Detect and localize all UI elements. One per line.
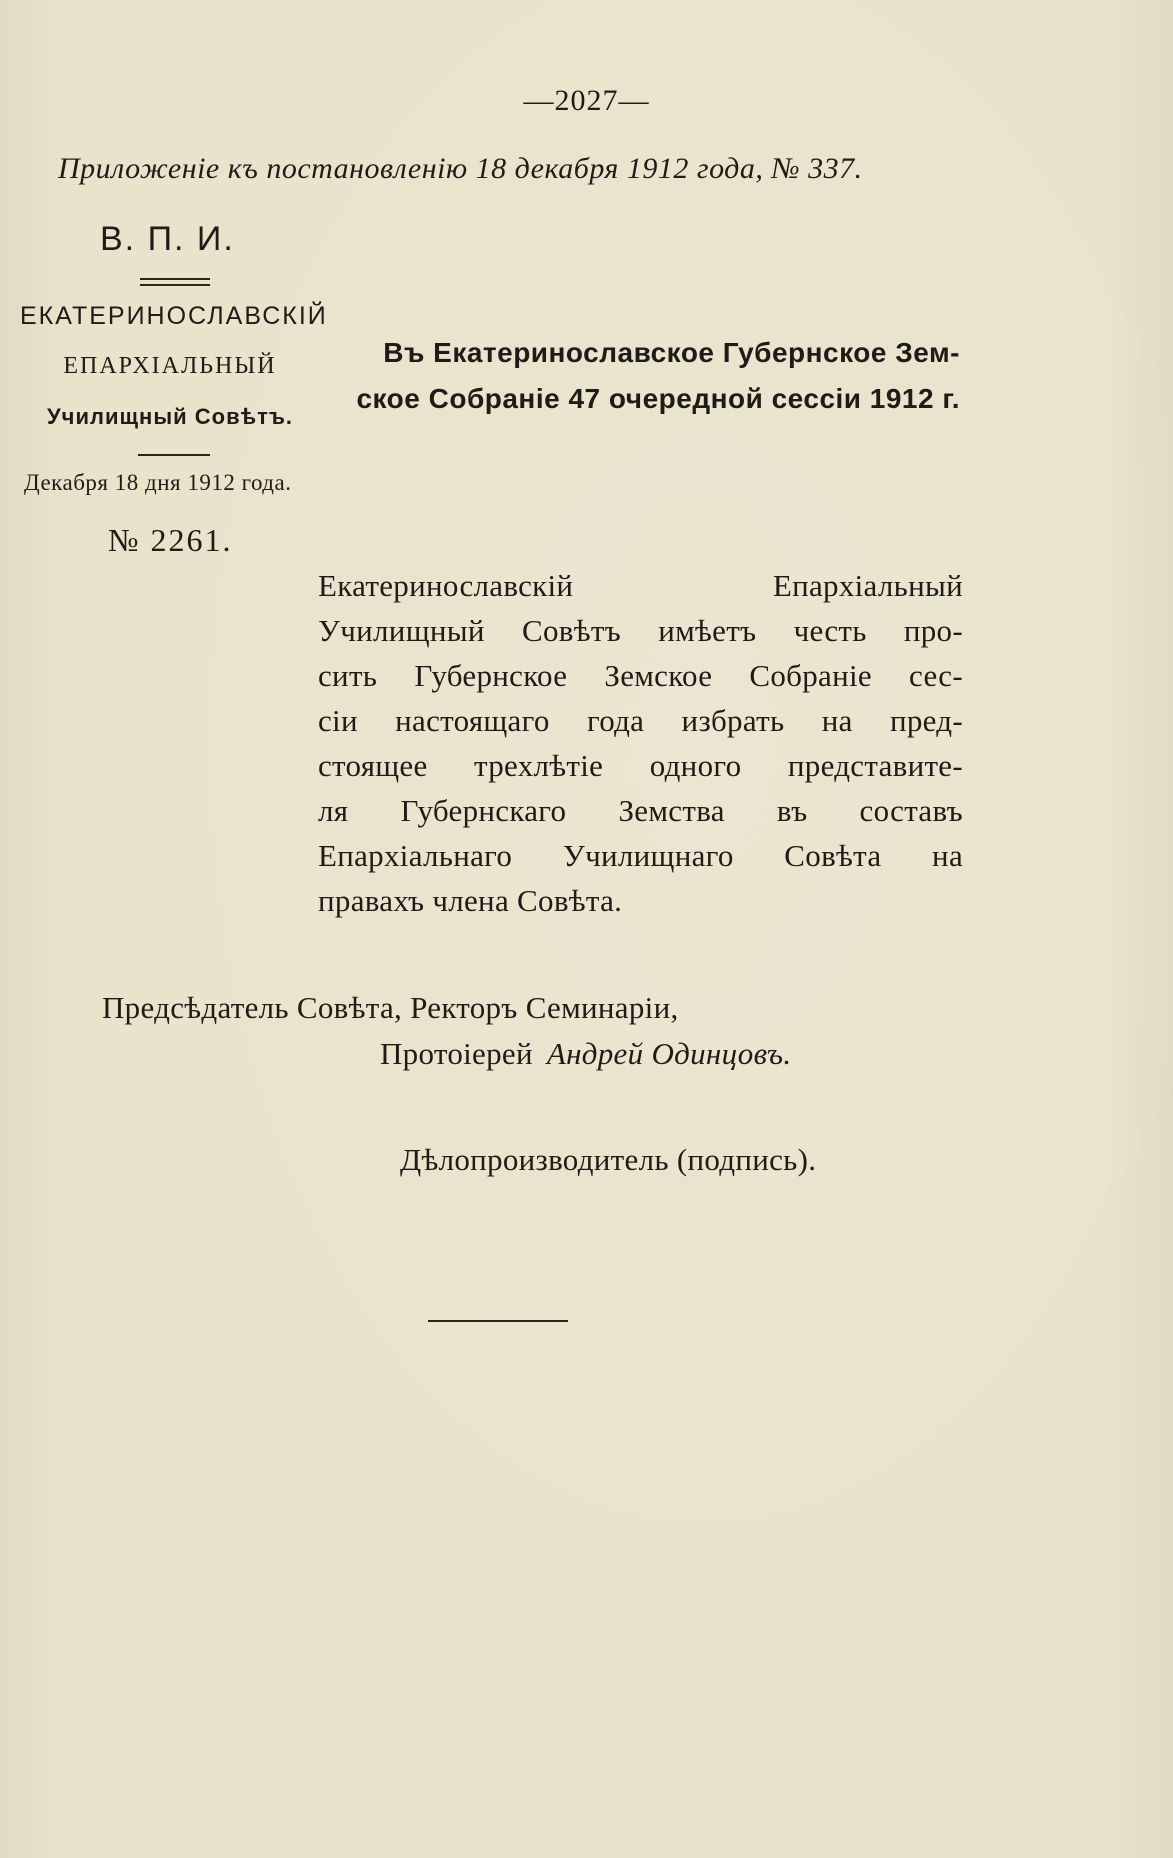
divider-rule bbox=[140, 278, 210, 280]
body-line: Екатеринославскiй Епархiальный bbox=[318, 568, 963, 603]
divider-rule bbox=[140, 284, 210, 286]
body-line: Епархiальнаго Училищнаго Совѣта на bbox=[318, 838, 963, 873]
signature-name-line bbox=[380, 1036, 791, 1072]
body-line: стоящее трехлѣтiе одного представите- bbox=[318, 748, 963, 783]
clerk-signature: Дѣлопроизводитель (подпись). bbox=[400, 1142, 817, 1177]
divider-rule bbox=[138, 454, 210, 456]
page-number: —2027— bbox=[523, 84, 650, 117]
sender-line-1: ЕКАТЕРИНОСЛАВСКIЙ bbox=[20, 302, 328, 330]
signature-rank: Протоiерей bbox=[380, 1036, 533, 1071]
document-date: Декабря 18 дня 1912 года. bbox=[24, 470, 292, 495]
sender-line-2: ЕПАРХIАЛЬНЫЙ bbox=[63, 353, 277, 379]
address-heading-line-2: ское Собранiе 47 очередной сессiи 1912 г. bbox=[356, 383, 960, 414]
signature-name: Андрей Одинцовъ. bbox=[546, 1036, 792, 1071]
signature-title-line: Предсѣдатель Совѣта, Ректоръ Семинарiи, bbox=[102, 990, 679, 1025]
body-line: Училищный Совѣтъ имѣетъ честь про- bbox=[318, 613, 963, 648]
body-line: сiи настоящаго года избрать на пред- bbox=[318, 703, 963, 738]
body-line: ля Губернскаго Земства въ составъ bbox=[318, 793, 963, 828]
body-line: сить Губернское Земское Собранiе сес- bbox=[318, 658, 963, 693]
address-heading-line-1: Въ Екатеринославское Губернское Зем- bbox=[383, 337, 960, 368]
sender-line-3: Училищный Совѣтъ. bbox=[47, 404, 293, 429]
end-rule bbox=[428, 1320, 568, 1322]
sender-initials: В. П. И. bbox=[100, 220, 235, 258]
appendix-caption: Приложенiе къ постановленiю 18 декабря 1912 года, № 337. bbox=[58, 152, 863, 185]
document-number: № 2261. bbox=[108, 522, 233, 558]
body-line: правахъ члена Совѣта. bbox=[318, 883, 623, 918]
